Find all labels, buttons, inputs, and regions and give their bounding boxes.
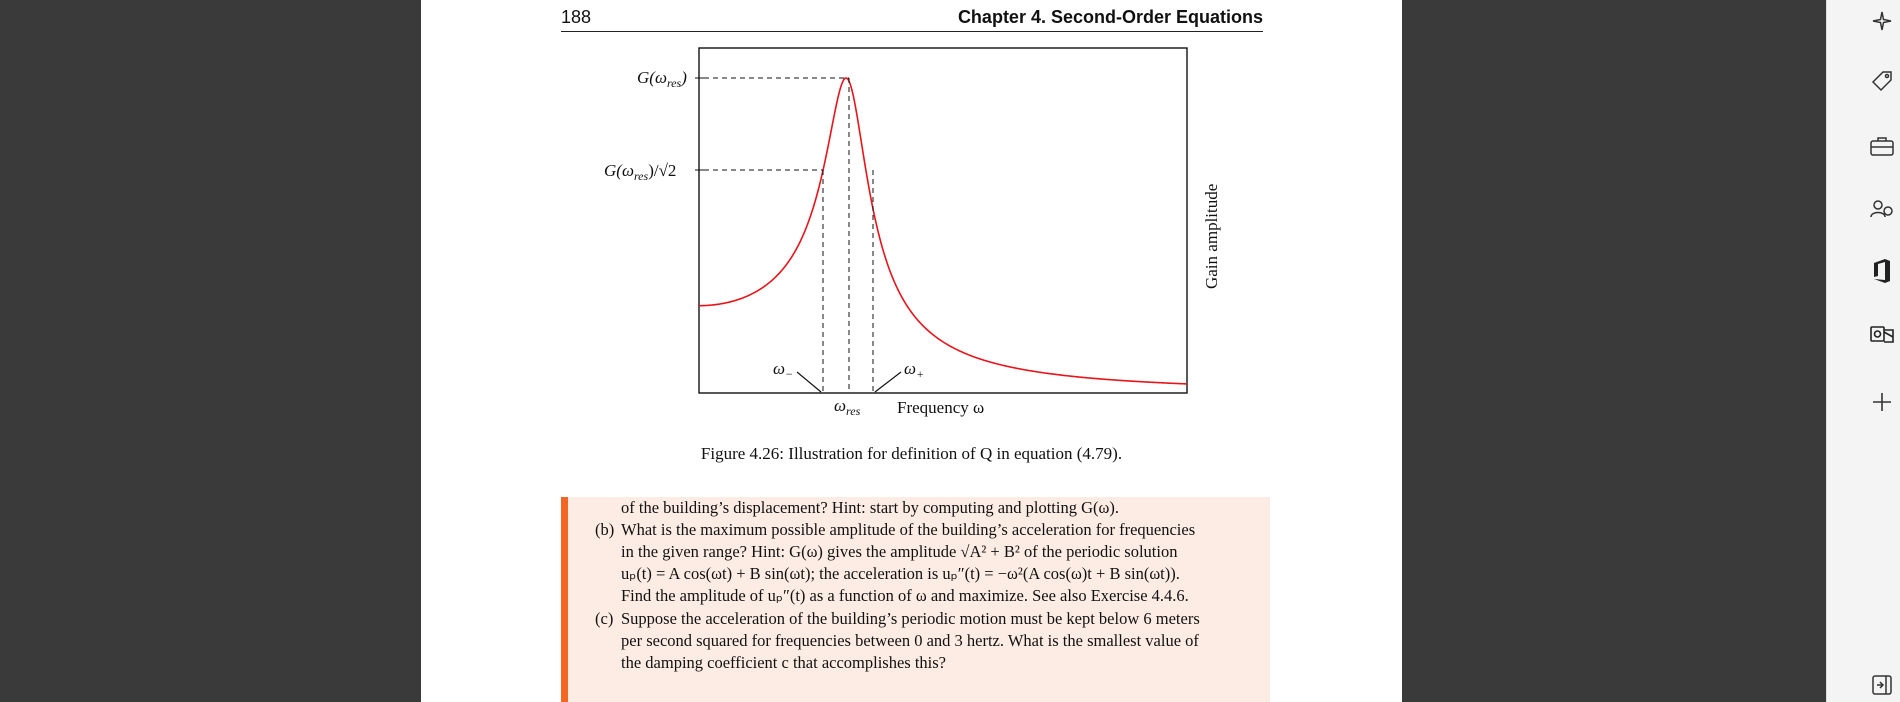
exercise-line: uₚ(t) = A cos(ωt) + B sin(ωt); the acceleration is uₚ″(t) = −ω²(A cos(ω)t + B sin(ωt)). bbox=[621, 564, 1180, 583]
y-axis-title: Gain amplitude bbox=[1202, 183, 1221, 289]
part-b-marker: (b) bbox=[595, 520, 615, 539]
omega-plus-pointer bbox=[875, 372, 901, 392]
exit-panel-icon[interactable] bbox=[1867, 670, 1897, 700]
exercise-line: What is the maximum possible amplitude of the building’s acceleration for frequencies bbox=[621, 520, 1196, 539]
gain-curve bbox=[699, 78, 1187, 384]
resonance-figure bbox=[421, 0, 1402, 440]
pdf-page bbox=[421, 0, 1402, 702]
figure-caption: Figure 4.26: Illustration for definition of Q in equation (4.79). bbox=[700, 444, 1123, 463]
label-omega-plus: $\omega_+$ bbox=[904, 359, 925, 381]
part-c-marker: (c) bbox=[595, 609, 614, 628]
exercise-line: per second squared for frequencies between 0 and 3 hertz. What is the smallest value of bbox=[621, 631, 1199, 650]
exercise-line: the damping coefficient c that accomplishes this? bbox=[621, 653, 947, 672]
right-sidebar bbox=[1826, 0, 1900, 702]
exercise-box bbox=[561, 497, 1270, 702]
omega-minus-pointer bbox=[797, 372, 821, 392]
label-g-res: $G(\omega_{res})$ bbox=[637, 68, 687, 90]
outlook-icon[interactable] bbox=[1867, 320, 1897, 350]
x-axis-title: Frequency ω bbox=[897, 398, 985, 417]
tag-icon[interactable] bbox=[1867, 66, 1897, 96]
office-icon[interactable] bbox=[1867, 256, 1897, 286]
sparkle-icon[interactable] bbox=[1867, 6, 1897, 36]
label-omega-minus: $\omega_-$ bbox=[773, 359, 794, 381]
exercise-line: Find the amplitude of uₚ″(t) as a function of ω and maximize. See also Exercise 4.4.6. bbox=[621, 586, 1189, 605]
page-number: 188 bbox=[561, 7, 592, 27]
briefcase-icon[interactable] bbox=[1867, 131, 1897, 161]
people-icon[interactable] bbox=[1867, 194, 1897, 224]
exercise-line: Suppose the acceleration of the building’s periodic motion must be kept below 6 meters bbox=[621, 609, 1200, 628]
exercise-line: of the building’s displacement? Hint: start by computing and plotting G(ω). bbox=[621, 498, 1119, 517]
exercise-line: in the given range? Hint: G(ω) gives the amplitude √A² + B² of the periodic solution bbox=[621, 542, 1178, 561]
chapter-title: Chapter 4. Second-Order Equations bbox=[957, 7, 1263, 27]
label-omega-res: $\omega_{res}$ bbox=[834, 396, 861, 418]
label-g-res-over-root2: $G(\omega_{res})/√2$ bbox=[604, 161, 677, 183]
add-icon[interactable] bbox=[1867, 387, 1897, 417]
